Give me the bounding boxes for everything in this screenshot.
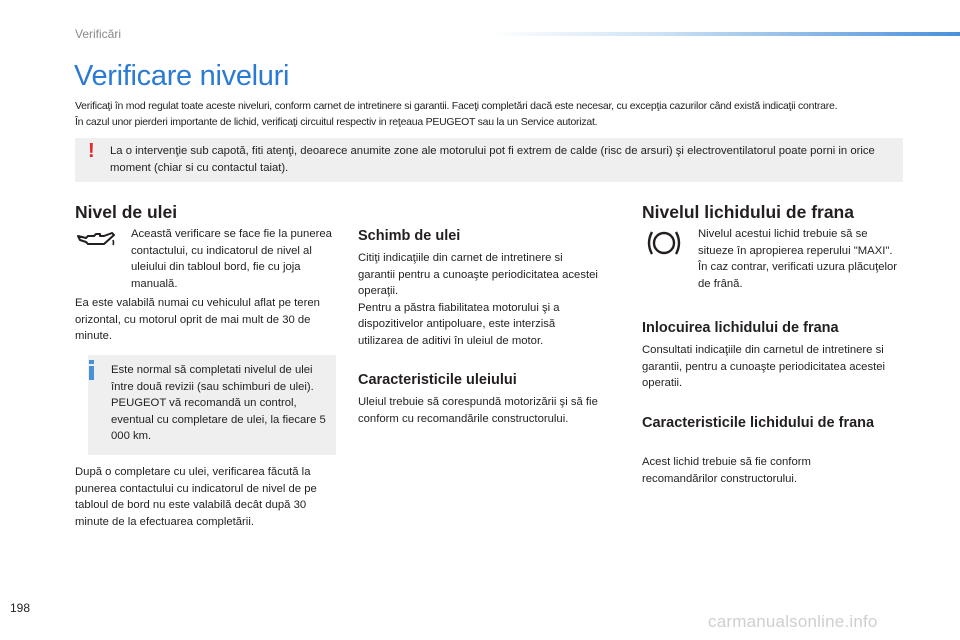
intro-paragraph-1: Verificaţi în mod regulat toate aceste niveluri, conform carnet de intretinere si garantii. Faceţi completări dacă este necesar, cu excepţia cazurilor când există indicaţii contrare.	[75, 100, 838, 112]
page-number: 198	[10, 601, 31, 615]
warning-text: La o intervenţie sub capotă, fiti atenţi, deoarece anumite zone ale motorului pot fi extrem de calde (risc de arsuri) şi electroventilatorul poate porni in orice moment (chiar si cu contactul taiat).	[110, 145, 875, 174]
oil-change-paragraph-2: Pentru a păstra fiabilitatea motorului şi a dispozitivelor antipoluare, este interzisă utilizarea de aditivi în uleiul de motor.	[358, 301, 560, 347]
oil-change-text	[358, 250, 602, 349]
brake-spec-text: Acest lichid trebuie să fie conform recomandărilor constructorului.	[642, 456, 811, 485]
oil-level-heading: Nivel de ulei	[75, 202, 178, 222]
intro-text	[75, 98, 915, 130]
brake-replace-heading: Inlocuirea lichidului de frana	[642, 320, 839, 336]
brake-fluid-heading: Nivelul lichidului de frana	[642, 202, 854, 222]
oil-level-condition-text: Ea este valabilă numai cu vehiculul aflat pe teren orizontal, cu motorul oprit de mai mult de 30 de minute.	[75, 297, 320, 342]
brake-fluid-text: Nivelul acestui lichid trebuie să se situeze în apropierea reperului "MAXI". În caz contrar, verificati uzura plăcuţelor de frână.	[698, 228, 898, 290]
section-label: Verificări	[75, 27, 122, 41]
info-icon-stem	[89, 366, 94, 380]
header-gradient-bar	[490, 32, 960, 36]
intro-paragraph-2: În cazul unor pierderi importante de lichid, verificaţi circuitul respectiv in reţeaua PEUGEOT sau la un Service autorizat.	[75, 116, 598, 128]
brake-replace-text: Consultati indicaţiile din carnetul de intretinere si garantii, pentru a cunoaşte periodicitatea acestei operatii.	[642, 344, 886, 389]
oil-spec-heading: Caracteristicile uleiului	[358, 372, 517, 388]
oil-change-paragraph-1: Citiţi indicaţiile din carnet de intretinere si garantii pentru a cunoaşte periodicitatea acestei operaţii.	[358, 252, 598, 297]
oil-after-topup-text: După o completare cu ulei, verificarea făcută la punerea contactului cu indicatorul de nivel de pe tabloul de bord nu este valabilă decât după 30 minute de la efectuarea completării.	[75, 466, 317, 528]
info-icon	[89, 360, 94, 364]
oil-level-indicator-text: Această verificare se face fie la punerea contactului, cu indicatorul de nivel al uleiului din tabloul bord, fie cu joja manuală.	[131, 228, 332, 290]
oil-can-icon	[76, 230, 116, 250]
brake-spec-heading: Caracteristicile lichidului de frana	[642, 415, 875, 431]
oil-change-heading: Schimb de ulei	[358, 228, 461, 244]
info-text: Este normal să completati nivelul de ulei între două revizii (sau schimburi de ulei). PEUGEOT vă recomandă un control, eventual cu completare de ulei, la fiecare 5 000 km.	[111, 364, 326, 442]
brake-warning-icon	[646, 227, 682, 259]
oil-spec-text: Uleiul trebuie să corespundă motorizării şi să fie conform cu recomandările constructorului.	[358, 396, 598, 425]
warning-exclamation-icon: !	[88, 140, 95, 162]
page-title: Verificare niveluri	[74, 60, 290, 92]
watermark: carmanualsonline.info	[708, 612, 878, 631]
